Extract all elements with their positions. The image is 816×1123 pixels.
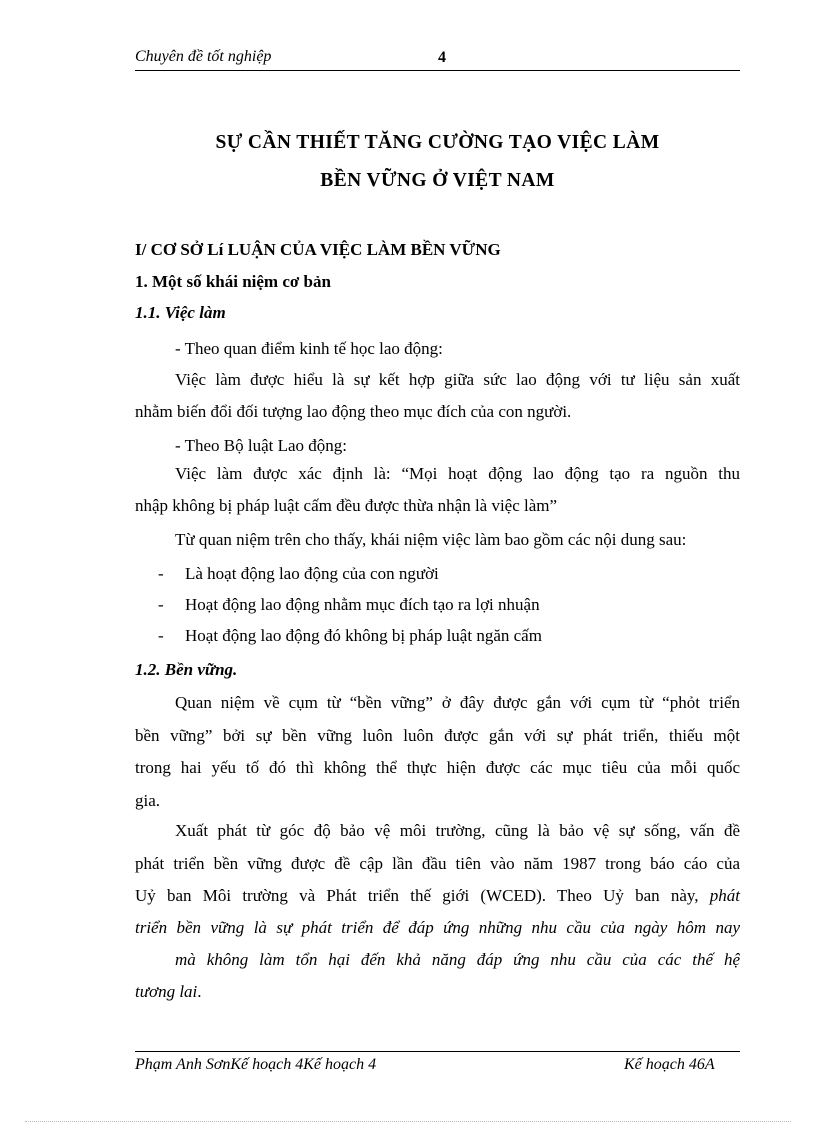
page-header [135, 48, 740, 70]
paragraph-line: Việc làm được xác định là: “Mọi hoạt động lao động tạo ra nguồn thu [175, 464, 740, 483]
section-heading: I/ CƠ SỞ Lí LUẬN CỦA VIỆC LÀM BỀN VỮNG [135, 240, 501, 259]
subsection-heading-1: 1. Một số khái niệm cơ bản [135, 272, 331, 291]
paragraph-line: nhằm biến đổi đối tượng lao động theo mục đích của con người. [135, 402, 572, 421]
page-bottom-border [25, 1121, 791, 1122]
paragraph-line: trong hai yếu tố đó thì không thể thực hiện được các mục tiêu của mỗi quốc [135, 758, 740, 777]
paragraph-line: gia. [135, 791, 161, 810]
paragraph-line: nhập không bị pháp luật cấm đều được thừa nhận là việc làm” [135, 496, 558, 515]
doc-title-line-2: BỀN VỮNG Ở VIỆT NAM [320, 170, 555, 191]
footer-rule [135, 1051, 740, 1052]
list-item-text: Là hoạt động lao động của con người [185, 564, 439, 583]
paragraph-line: Quan niệm về cụm từ “bền vững” ở đây được gắn với cụm từ “phỏt triển [175, 693, 740, 712]
list-item-text: Hoạt động lao động đó không bị pháp luật ngăn cấm [185, 626, 542, 645]
paragraph-line: phát triển bền vững được đề cập lần đầu tiên vào năm 1987 trong báo cáo của [135, 854, 740, 873]
paragraph-text: Uỷ ban Môi trường và Phát triển thế giới (WCED). Theo Uỷ ban này, [135, 886, 699, 905]
subsection-heading-1-2: 1.2. Bền vững. [135, 660, 238, 679]
bullet-dash: - [158, 564, 164, 583]
page-number: 4 [438, 49, 446, 66]
header-title: Chuyên đề tốt nghiệp [135, 48, 272, 65]
subsection-heading-1-1: 1.1. Việc làm [135, 303, 226, 322]
paragraph-italic-text: tương lai [135, 982, 198, 1001]
list-item-text: Hoạt động lao động nhằm mục đích tạo ra lợi nhuận [185, 595, 540, 614]
paragraph-line: - Theo quan điểm kinh tế học lao động: [175, 339, 443, 358]
paragraph-line: - Theo Bộ luật Lao động: [175, 436, 348, 455]
bullet-dash: - [158, 595, 164, 614]
paragraph-italic-text: phát [709, 886, 740, 905]
bullet-dash: - [158, 626, 164, 645]
paragraph-line [135, 880, 740, 911]
paragraph-text: . [197, 982, 202, 1001]
paragraph-line: Việc làm được hiểu là sự kết hợp giữa sức lao động với tư liệu sản xuất [175, 370, 740, 389]
paragraph-line [135, 976, 740, 1007]
paragraph-line: Từ quan niệm trên cho thấy, khái niệm việc làm bao gồm các nội dung sau: [175, 530, 687, 549]
footer-author: Phạm Anh SơnKế hoạch 4Kế hoạch 4 [135, 1056, 377, 1073]
paragraph-line: mà không làm tổn hại đến khả năng đáp ứng nhu cầu của các thế hệ [175, 950, 740, 969]
doc-title-line-1: SỰ CẦN THIẾT TĂNG CƯỜNG TẠO VIỆC LÀM [215, 132, 660, 153]
footer-class: Kế hoạch 46A [624, 1056, 715, 1073]
paragraph-line: triển bền vững là sự phát triển để đáp ứng những nhu cầu của ngày hôm nay [135, 918, 740, 937]
header-rule [135, 70, 740, 71]
paragraph-line: bền vững” bởi sự bền vững luôn luôn được gắn với sự phát triển, thiếu một [135, 726, 740, 745]
paragraph-line: Xuất phát từ góc độ bảo vệ môi trường, cũng là bảo vệ sự sống, vấn đề [175, 821, 740, 840]
